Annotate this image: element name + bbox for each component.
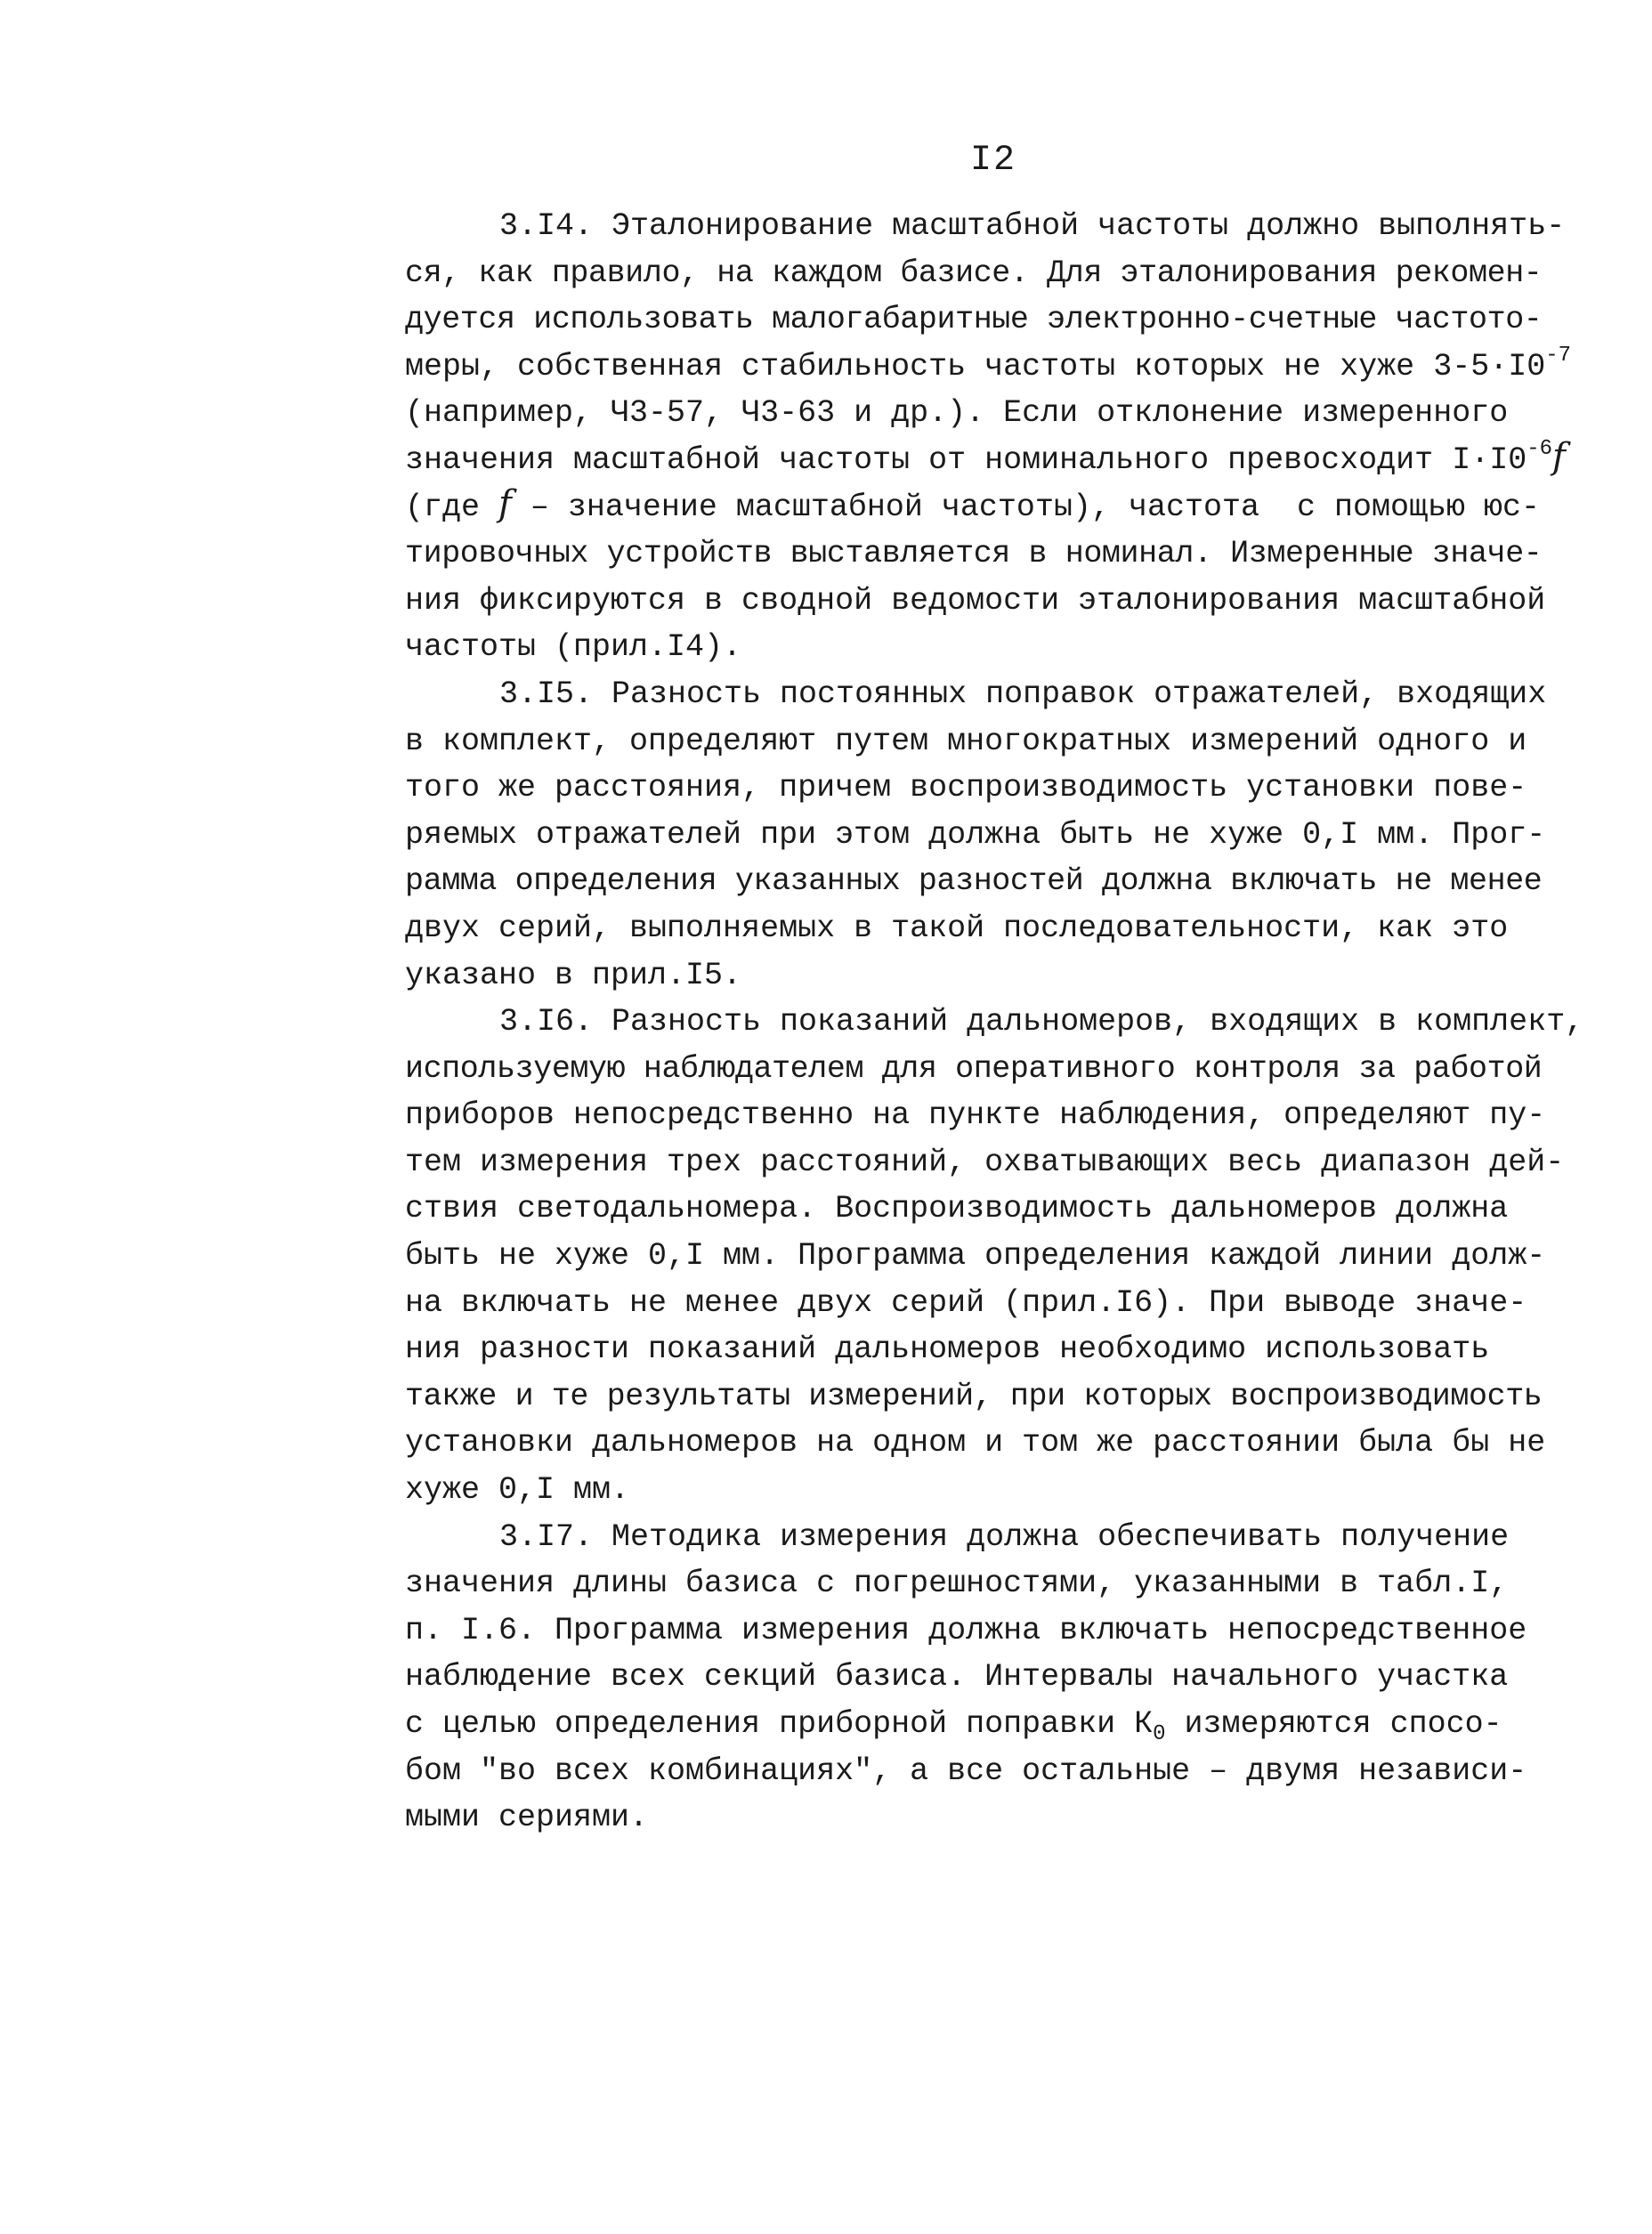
handwritten-symbol: f: [498, 482, 512, 524]
text-segment: с целью определения приборной поправки К: [405, 1706, 1154, 1742]
text-line: того же расстояния, причем воспроизводимость установки пове-: [405, 770, 1527, 806]
text-line: мыми сериями.: [405, 1800, 649, 1836]
text-line: 3.I7. Методика измерения должна обеспечивать получение: [499, 1518, 1510, 1555]
text-line: двух серий, выполняемых в такой последовательности, как это: [405, 910, 1509, 946]
page-number: I2: [970, 141, 1017, 181]
text-line: дуется использовать малогабаритные электронно-счетные частото-: [405, 302, 1543, 338]
text-line: ния разности показаний дальномеров необходимо использовать: [405, 1331, 1490, 1368]
text-line: [405, 344, 1580, 391]
text-line: [405, 484, 1580, 531]
text-line: указано в прил.I5.: [405, 957, 742, 993]
text-line: значения длины базиса с погрешностями, указанными в табл.I,: [405, 1566, 1509, 1602]
text-line: ния фиксируются в сводной ведомости эталонирования масштабной: [405, 582, 1546, 619]
text-line: наблюдение всех секций базиса. Интервалы начального участка: [405, 1659, 1509, 1696]
text-line: 3.I6. Разность показаний дальномеров, входящих в комплект,: [499, 1004, 1584, 1040]
text-line: установки дальномеров на одном и том же расстоянии была бы не: [405, 1425, 1546, 1461]
text-line: бом "во всех комбинациях", а все остальные – двумя независи-: [405, 1752, 1527, 1789]
handwritten-symbol: f: [1552, 435, 1566, 477]
text-line: приборов непосредственно на пункте наблюдения, определяют пу-: [405, 1097, 1546, 1134]
text-line: п. I.6. Программа измерения должна включать непосредственное: [405, 1612, 1527, 1648]
text-segment: измеряются спосо-: [1165, 1706, 1502, 1742]
subscript: 0: [1153, 1722, 1166, 1746]
text-line: хуже 0,I мм.: [405, 1472, 630, 1509]
text-line: ряемых отражателей при этом должна быть не хуже 0,I мм. Прог-: [405, 816, 1546, 853]
text-line: частоты (прил.I4).: [405, 629, 742, 666]
text-line: тем измерения трех расстояний, охватывающих весь диапазон дей-: [405, 1144, 1565, 1180]
text-line: [405, 437, 1580, 484]
text-line: (например, Ч3-57, Ч3-63 и др.). Если отклонение измеренного: [405, 395, 1509, 432]
body-text: [405, 203, 1584, 1841]
text-line: ся, как правило, на каждом базисе. Для эталонирования рекомен-: [405, 255, 1543, 291]
text-line: 3.I5. Разность постоянных поправок отражателей, входящих: [499, 676, 1547, 712]
text-segment: – значение масштабной частоты), частота с помощью юс-: [511, 489, 1541, 525]
text-segment: (где: [405, 489, 499, 525]
superscript: -6: [1526, 437, 1553, 462]
text-line: 3.I4. Эталонирование масштабной частоты должно выполнять-: [499, 208, 1566, 244]
text-line: ствия светодальномера. Воспроизводимость дальномеров должна: [405, 1191, 1509, 1227]
text-line: тировочных устройств выставляется в номинал. Измеренные значе-: [405, 536, 1543, 572]
text-segment: меры, собственная стабильность частоты которых не хуже 3-5·I0: [405, 348, 1546, 384]
text-line: на включать не менее двух серий (прил.I6). При выводе значе-: [405, 1284, 1527, 1321]
superscript: -7: [1545, 344, 1572, 368]
text-line: в комплект, определяют путем многократных измерений одного и: [405, 723, 1527, 759]
text-line: также и те результаты измерений, при которых воспроизводимость: [405, 1378, 1543, 1414]
text-line: быть не хуже 0,I мм. Программа определения каждой линии долж-: [405, 1238, 1546, 1275]
text-segment: значения масштабной частоты от номинального превосходит I·I0: [405, 441, 1527, 478]
text-line: [405, 1701, 1580, 1748]
text-line: рамма определения указанных разностей должна включать не менее: [405, 863, 1543, 900]
text-line: используемую наблюдателем для оперативного контроля за работой: [405, 1050, 1543, 1087]
